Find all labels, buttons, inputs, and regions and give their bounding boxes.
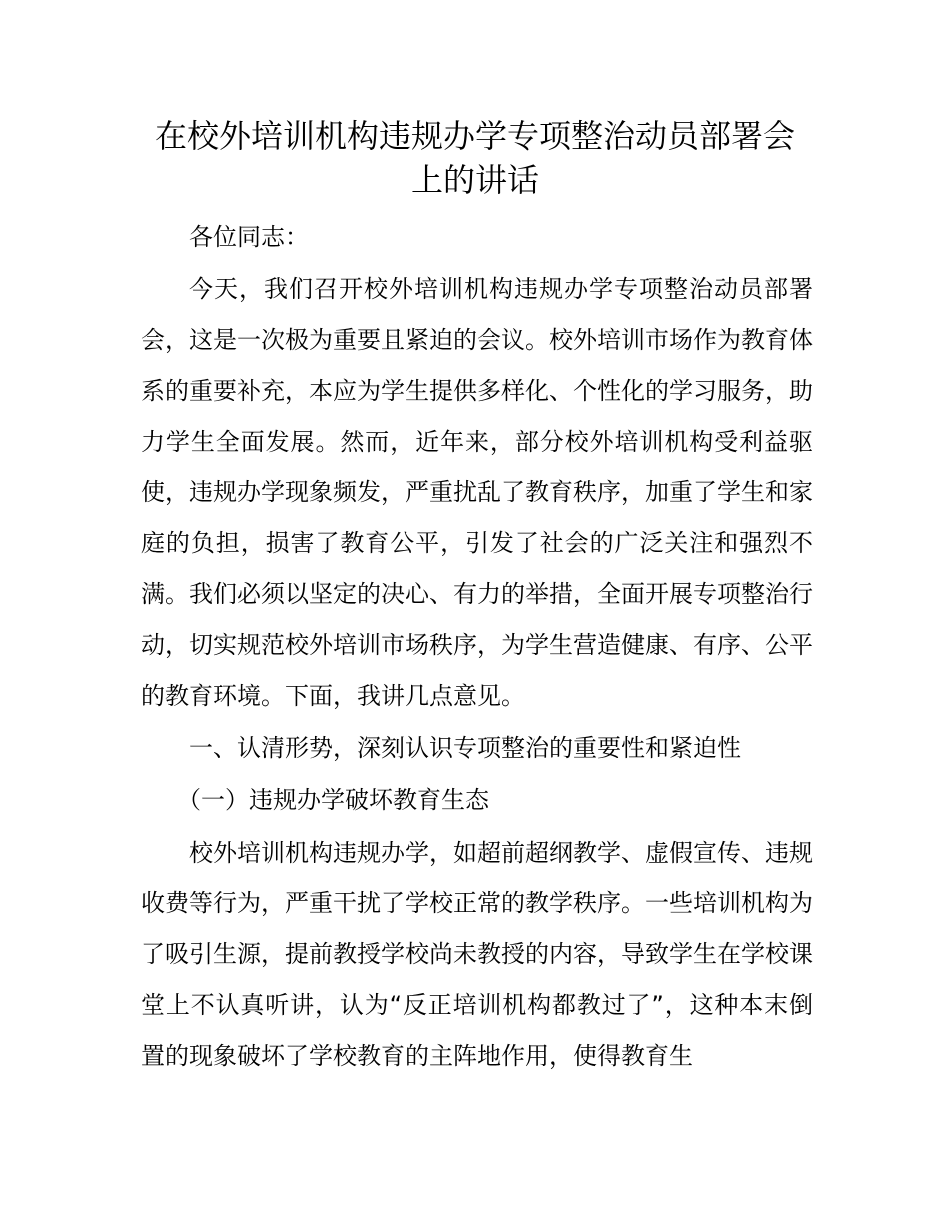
document-title: 在校外培训机构违规办学专项整治动员部署会上的讲话 xyxy=(154,117,795,199)
subsection-paragraph: 校外培训机构违规办学，如超前超纲教学、虚假宣传、违规收费等行为，严重干扰了学校正常的教学秩序。一些培训机构为了吸引生源，提前教授学校尚未教授的内容，导致学生在学校课堂上不认真听讲，认为“反正培训机构都教过了”，这种本末倒置的现象破坏了学校教育的主阵地作用，使得教育生 xyxy=(141,838,813,1070)
document-body xyxy=(141,212,813,1083)
intro-paragraph: 今天，我们召开校外培训机构违规办学专项整治动员部署会，这是一次极为重要且紧迫的会议。校外培训市场作为教育体系的重要补充，本应为学生提供多样化、个性化的学习服务，助力学生全面发展。然而，近年来，部分校外培训机构受利益驱使，违规办学现象频发，严重扰乱了教育秩序，加重了学生和家庭的负担，损害了教育公平，引发了社会的广泛关注和强烈不满。我们必须以坚定的决心、有力的举措，全面开展专项整治行动，切实规范校外培训市场秩序，为学生营造健康、有序、公平的教育环境。下面，我讲几点意见。 xyxy=(141,275,813,710)
salutation: 各位同志： xyxy=(189,223,309,251)
section-heading: 一、认清形势，深刻认识专项整治的重要性和紧迫性 xyxy=(189,733,741,762)
subsection-heading: （一）违规办学破坏教育生态 xyxy=(177,786,489,815)
